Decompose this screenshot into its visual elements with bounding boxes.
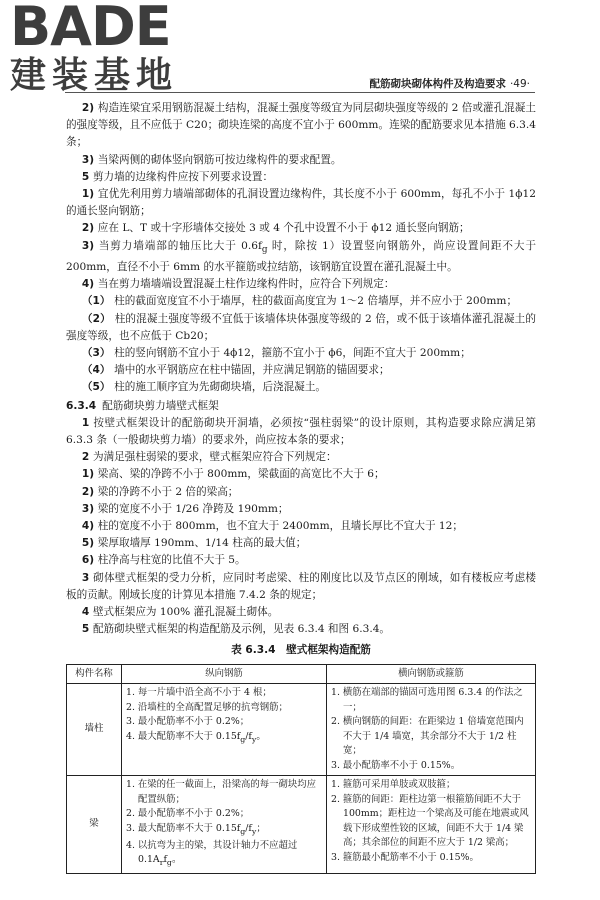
list-number: 3 xyxy=(81,571,94,584)
paragraph-text: 剪力墙的边缘构件应按下列要求设置： xyxy=(92,170,274,183)
paragraph xyxy=(66,518,536,535)
paragraph-group-2 xyxy=(66,415,536,639)
paragraph-text: 壁式框架应为 100% 灌孔混凝土砌体。 xyxy=(92,606,279,618)
section-number: 6.3.4 xyxy=(66,399,97,412)
paragraph xyxy=(66,501,536,518)
list-number: （4） xyxy=(81,364,115,377)
list-number: 1) xyxy=(81,188,98,201)
paragraph xyxy=(66,552,536,569)
list-number: 3) xyxy=(81,239,99,252)
paragraph xyxy=(66,415,536,449)
table-cell-item: 2. 沿墙柱的全高配置足够的抗弯钢筋； xyxy=(126,701,288,713)
table-cell-item: 1. 横筋在端部的锚固可选用图 6.3.4 的作法之一； xyxy=(331,687,523,713)
paragraph xyxy=(66,484,536,501)
paragraph xyxy=(66,152,536,169)
paragraph-text: 梁的净跨不小于 2 倍的梁高； xyxy=(97,485,239,498)
list-number: （3） xyxy=(81,346,115,359)
paragraph-text: 柱的竖向钢筋不宜小于 4ϕ12，箍筋不宜小于 ϕ6，间距不宜大于 200mm； xyxy=(114,346,471,359)
paragraph-text: 构造连梁宜采用钢筋混凝土结构，混凝土强度等级宜为同层砌块强度等级的 2 倍或灌孔混凝土的强度等级，且不应低于 C20；砌块连梁的高度不宜小于 600mm。连梁的配筋要求见本措施 6.3.4 条； xyxy=(66,102,536,149)
table-cell-item: 4. 最大配筋率不大于 $0.15f_g/f_y$。 xyxy=(126,730,266,744)
page-body xyxy=(66,100,536,874)
paragraph xyxy=(66,604,536,621)
paragraph xyxy=(66,293,536,310)
list-number: 1) xyxy=(81,468,98,481)
table-cell-item: 1. 在梁的任一截面上，沿梁高的每一砌块均应配置纵筋； xyxy=(126,779,317,805)
page-number: ·49· xyxy=(509,78,530,90)
section-heading xyxy=(66,398,536,415)
paragraph xyxy=(66,570,536,604)
table-header-row xyxy=(67,664,536,684)
paragraph xyxy=(66,379,536,396)
paragraph-text: 砌体壁式框架的受力分析，应同时考虑梁、柱的刚度比以及节点区的刚域，如有楼板应考虑楼板的贡献。刚域长度的计算见本措施 7.4.2 条的规定； xyxy=(66,571,537,601)
running-header xyxy=(369,76,530,91)
table-header-cell: 纵向钢筋 xyxy=(122,664,327,684)
paragraph-text: 墙中的水平钢筋应在柱中锚固，并应满足钢筋的锚固要求； xyxy=(114,364,390,377)
list-number: 2) xyxy=(81,485,98,498)
paragraph xyxy=(66,535,536,552)
paragraph-text: 宜优先利用剪力墙端部砌体的孔洞设置边缘构件，其长度不小于 600mm，每孔不小于 1ϕ12 的通长竖向钢筋； xyxy=(66,188,537,218)
list-number: 1 xyxy=(81,416,94,429)
paragraph-text: 梁的宽度不小于 1/26 净跨及 190mm； xyxy=(97,502,289,515)
table-cell-item: 4. 以抗弯为主的梁，其设计轴力不应超过 $0.1A_rf_g$。 xyxy=(126,839,298,868)
list-number: 5 xyxy=(81,170,93,183)
paragraph xyxy=(66,311,536,345)
paragraph-text: 梁高、梁的净跨不小于 800mm，梁截面的高宽比不大于 6； xyxy=(97,468,385,481)
member-name-cell: 梁 xyxy=(67,776,122,874)
list-number: 5 xyxy=(81,623,93,636)
logo-brand-text: BADE xyxy=(10,0,171,58)
section-title: 配筋砌块剪力墙壁式框架 xyxy=(102,399,219,412)
paragraph-text: 当剪力墙端部的轴压比大于 $0.6f_g$ 时，除按 1）设置竖向钢筋外，尚应设置间距不大于 200mm，直径不小于 6mm 的水平箍筋或拉结筋，该钢筋宜设置在灌孔混凝土中。 xyxy=(66,239,537,273)
list-number: 3) xyxy=(81,153,98,166)
transverse-rebar-cell xyxy=(327,776,536,874)
paragraph-text: 柱的施工顺序宜为先砌砌块墙，后浇混凝土。 xyxy=(114,381,327,394)
list-number: 6) xyxy=(81,554,98,567)
table-row xyxy=(67,776,536,874)
table-cell-item: 3. 最小配筋率不小于 0.2%； xyxy=(126,716,250,728)
paragraph xyxy=(66,449,536,466)
table-cell-item: 2. 箍筋的间距：距柱边第一根箍筋间距不大于 100mm；距柱边一个梁高及可能在地震或风载下形成塑性铰的区域，间距不大于 1/4 梁高；其余部位的间距不应大于 1/2 梁高； xyxy=(331,793,529,849)
paragraph-group-1 xyxy=(66,100,536,397)
table-cell-item: 2. 横向钢筋的间距：在距梁边 1 倍墙宽范围内不大于 1/4 墙宽，其余部分不大于 1/2 柱宽； xyxy=(331,716,524,757)
longitudinal-rebar-cell xyxy=(122,776,327,874)
list-number: （2） xyxy=(81,312,115,325)
list-number: 4) xyxy=(81,519,98,532)
list-number: 3) xyxy=(81,502,98,515)
logo-brand-cn-text: 建装基地 xyxy=(10,55,179,96)
paragraph xyxy=(66,220,536,237)
list-number: （5） xyxy=(81,381,115,394)
table-body xyxy=(67,684,536,874)
paragraph xyxy=(66,466,536,483)
table-cell-item: 3. 最大配筋率不大于 $0.15f_g/f_y$； xyxy=(126,822,266,836)
paragraph-text: 为满足强柱弱梁的要求，壁式框架应符合下列规定： xyxy=(92,451,337,464)
paragraph-text: 当梁两侧的砌体竖向钢筋可按边缘构件的要求配置。 xyxy=(97,153,342,166)
paragraph-text: 配筋砌块壁式框架的构造配筋及示例，见表 6.3.4 和图 6.3.4。 xyxy=(92,623,391,636)
header-rule xyxy=(65,92,535,93)
paragraph-text: 应在 L、T 或十字形墙体交接处 3 或 4 个孔中设置不小于 ϕ12 通长竖向钢筋； xyxy=(97,222,470,235)
transverse-rebar-cell xyxy=(327,684,536,776)
list-number: 2 xyxy=(81,451,93,464)
paragraph xyxy=(66,169,536,186)
list-number: 4) xyxy=(81,278,98,291)
paragraph xyxy=(66,100,536,152)
reinforcement-table xyxy=(66,664,536,874)
list-number: 4 xyxy=(81,606,93,618)
member-name-cell: 墙柱 xyxy=(67,684,122,776)
paragraph-text: 柱净高与柱宽的比值不大于 5。 xyxy=(97,554,246,567)
table-cell-item: 2. 最小配筋率不小于 0.2%； xyxy=(126,808,250,820)
list-number: 2) xyxy=(81,102,98,114)
paragraph xyxy=(66,186,536,220)
list-number: 5) xyxy=(81,537,98,550)
paragraph xyxy=(66,362,536,379)
table-header-cell: 构件名称 xyxy=(67,664,122,684)
table-title: 表 6.3.4 壁式框架构造配筋 xyxy=(231,644,371,657)
table-cell-item: 1. 每一片墙中沿全高不小于 4 根； xyxy=(126,687,272,699)
list-number: （1） xyxy=(81,295,115,308)
table-cell-item: 3. 箍筋最小配筋率不小于 0.15%。 xyxy=(331,851,479,863)
paragraph-text: 柱的截面宽度宜不小于墙厚，柱的截面高度宜为 1～2 倍墙厚，并不应小于 200mm； xyxy=(114,295,518,308)
longitudinal-rebar-cell xyxy=(122,684,327,776)
list-number: 2) xyxy=(81,222,98,235)
paragraph-text: 按壁式框架设计的配筋砌块开洞墙，必须按“强柱弱梁”的设计原则，其构造要求除应满足第 6.3.3 条（一般砌块剪力墙）的要求外，尚应按本条的要求； xyxy=(66,416,537,446)
table-cell-item: 1. 箍筋可采用单肢或双肢箍； xyxy=(331,779,456,791)
table-header-cell: 横向钢筋或箍筋 xyxy=(327,664,536,684)
table-cell-item: 3. 最小配筋率不小于 0.15%。 xyxy=(331,759,461,771)
paragraph-text: 当在剪力墙墙端设置混凝土柱作边缘构件时，应符合下列规定： xyxy=(97,278,395,291)
paragraph-text: 柱的宽度不小于 800mm，也不宜大于 2400mm，且墙长厚比不宜大于 12； xyxy=(97,519,463,532)
table-row xyxy=(67,684,536,776)
paragraph-text: 柱的混凝土强度等级不宜低于该墙体块体强度等级的 2 倍，或不低于该墙体灌孔混凝土的强度等级，也不应低于 Cb20； xyxy=(66,312,536,342)
paragraph xyxy=(66,345,536,362)
paragraph xyxy=(66,621,536,638)
paragraph xyxy=(66,238,536,277)
paragraph xyxy=(66,276,536,293)
running-header-title: 配筋砌块砌体构件及构造要求 xyxy=(369,78,506,90)
paragraph-text: 梁厚取墙厚 190mm、1/14 柱高的最大值； xyxy=(97,537,307,550)
